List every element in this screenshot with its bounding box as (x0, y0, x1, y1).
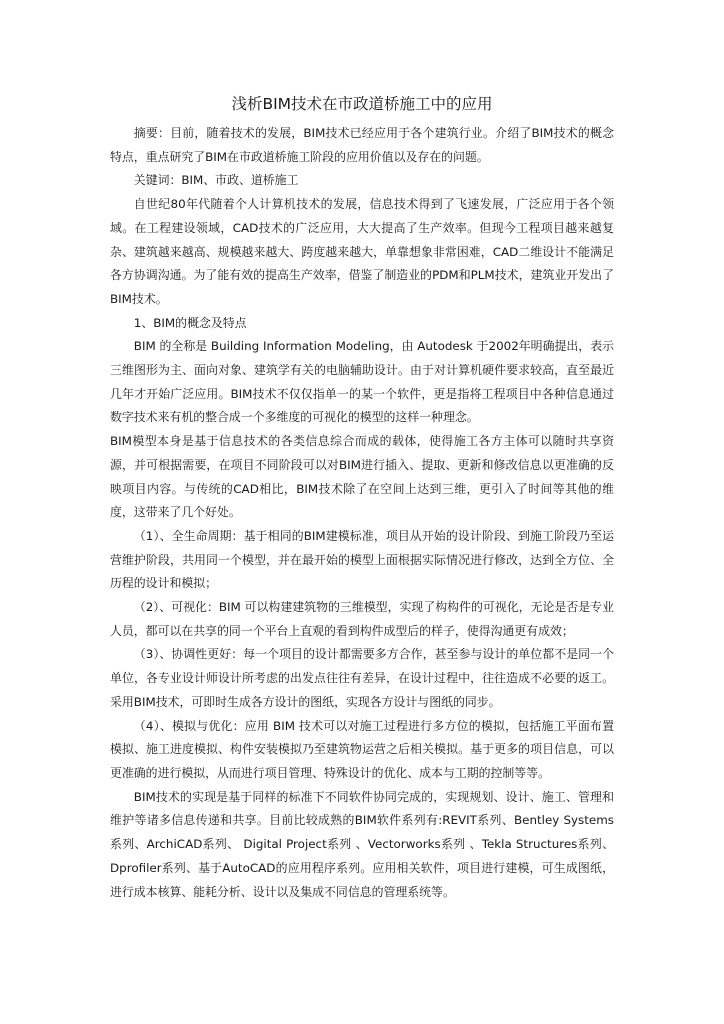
coordination-paragraph: （3）、协调性更好：每一个项目的设计都需要多方合作，甚至参与设计的单位都不是同一个单位，各专业设计师设计所考虑的出发点往往有差异，在设计过程中，往往造成不必要的返工。采用BIM技术，可即时生成各方设计的图纸，实现各方设计与图纸的同步。 (110, 647, 614, 709)
lifecycle-paragraph: （1）、全生命周期：基于相同的BIM建模标准，项目从开始的设计阶段、到施工阶段乃至运营维护阶段，共用同一个模型，并在最开始的模型上面根据实际情况进行修改，达到全方位、全历程的设计和模拟； (110, 528, 614, 591)
visualization-paragraph: （2）、可视化：BIM 可以构建建筑物的三维模型，实现了构构件的可视化，无论是否是专业人员，都可以在共享的同一个平台上直观的看到构件成型后的样子，使得沟通更有成效； (110, 600, 614, 638)
simulation-paragraph: （4）、模拟与优化：应用 BIM 技术可以对施工过程进行多方位的模拟，包括施工平面布置模拟、施工进度模拟、构件安装模拟乃至建筑物运营之后相关模拟。基于更多的项目信息，可以更准确的进行模拟，从而进行项目管理、特殊设计的优化、成本与工期的控制等等。 (110, 718, 614, 780)
bim-model-paragraph: BIM模型本身是基于信息技术的各类信息综合而成的载体，使得施工各方主体可以随时共享资源，并可根据需要，在项目不同阶段可以对BIM进行插入、提取、更新和修改信息以更准确的反映项目内容。与传统的CAD相比，BIM技术除了在空间上达到三维，更引入了时间等其他的维度，这带来了几个好处。 (110, 434, 614, 520)
document-title: 浅析BIM技术在市政道桥施工中的应用 (231, 95, 493, 113)
bim-definition-paragraph: BIM 的全称是 Building Information Modeling，由 Autodesk 于2002年明确提出，表示三维图形为主、面向对象、建筑学有关的电脑辅助设计。由于对计算机硬件要求较高，直至最近几年才开始广泛应用。BIM技术不仅仅指单一的某一个软件，更是指将工程项目中各种信息通过数字技术来有机的整合成一个多维度的可视化的模型的这样一种理念。 (110, 339, 614, 425)
intro-paragraph: 自世纪80年代随着个人计算机技术的发展，信息技术得到了飞速发展，广泛应用于各个领域。在工程建设领域，CAD技术的广泛应用，大大提高了生产效率。但现今工程项目越来越复杂、建筑越来越高、规模越来越大、跨度越来越大，单靠想象非常困难，CAD二维设计不能满足各方协调沟通。为了能有效的提高生产效率，借鉴了制造业的PDM和PLM技术，建筑业开发出了BIM技术。 (110, 197, 614, 306)
abstract-paragraph: 摘要：目前，随着技术的发展，BIM技术已经应用于各个建筑行业。介绍了BIM技术的概念特点，重点研究了BIM在市政道桥施工阶段的应用价值以及存在的问题。 (110, 126, 614, 164)
software-paragraph: BIM技术的实现是基于同样的标准下不同软件协同完成的，实现规划、设计、施工、管理和维护等诸多信息传递和共享。目前比较成熟的BIM软件系列有:REVIT系列、Bentley Systems系列、ArchiCAD系列、 Digital Project系列 、Vectorworks系列 、Tekla Structures系列、Dprofiler系列、基于AutoCAD的应用程序系列。应用相关软件，项目进行建模，可生成图纸，进行成本核算、能耗分析、设计以及集成不同信息的管理系统等。 (110, 789, 614, 899)
section-heading-1: 1、BIM的概念及特点 (133, 315, 247, 330)
document-body (110, 122, 614, 904)
keywords-paragraph: 关键词：BIM、市政、道桥施工 (133, 173, 299, 188)
